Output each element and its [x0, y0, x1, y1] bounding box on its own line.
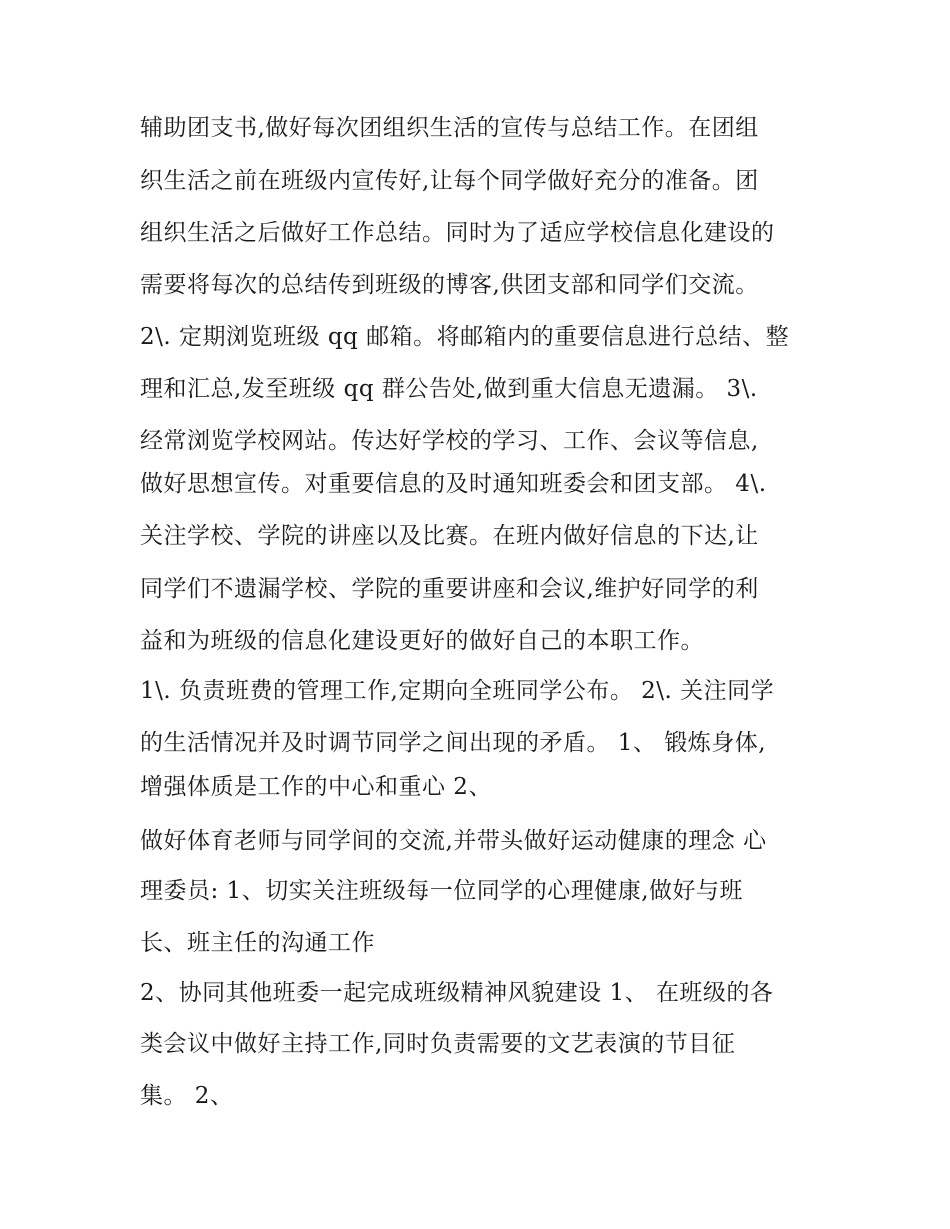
- text-line: 1\. 负责班费的管理工作,定期向全班同学公布。 2\. 关注同学: [140, 678, 775, 704]
- text-line: 长、班主任的沟通工作: [140, 930, 375, 956]
- text-line: 理委员: 1、切实关注班级每一位同学的心理健康,做好与班: [140, 878, 744, 904]
- text-line: 理和汇总,发至班级 qq 群公告处,做到重大信息无遗漏。 3\.: [140, 376, 758, 402]
- text-line: 关注学校、学院的讲座以及比赛。在班内做好信息的下达,让: [140, 523, 759, 549]
- text-line: 需要将每次的总结传到班级的博客,供团支部和同学们交流。: [140, 272, 759, 298]
- text-line: 经常浏览学校网站。传达好学校的学习、工作、会议等信息,: [140, 428, 759, 454]
- text-line: 辅助团支书,做好每次团组织生活的宣传与总结工作。在团组: [140, 115, 759, 141]
- text-line: 组织生活之后做好工作总结。同时为了适应学校信息化建设的: [140, 220, 775, 246]
- text-line: 2\. 定期浏览班级 qq 邮箱。将邮箱内的重要信息进行总结、整: [140, 324, 790, 350]
- text-line: 增强体质是工作的中心和重心 2、: [140, 774, 492, 800]
- text-line: 织生活之前在班级内宣传好,让每个同学做好充分的准备。团: [140, 168, 759, 194]
- text-line: 集。 2、: [140, 1083, 234, 1109]
- text-line: 益和为班级的信息化建设更好的做好自己的本职工作。: [140, 628, 704, 654]
- text-line: 同学们不遗漏学校、学院的重要讲座和会议,维护好同学的利: [140, 576, 759, 602]
- text-line: 的生活情况并及时调节同学之间出现的矛盾。 1、 锻炼身体,: [140, 730, 767, 756]
- text-line: 2、协同其他班委一起完成班级精神风貌建设 1、 在班级的各: [140, 980, 774, 1006]
- text-line: 做好思想宣传。对重要信息的及时通知班委会和团支部。 4\.: [140, 471, 767, 497]
- text-line: 类会议中做好主持工作,同时负责需要的文艺表演的节目征: [140, 1031, 736, 1057]
- text-line: 做好体育老师与同学间的交流,并带头做好运动健康的理念 心: [140, 828, 767, 854]
